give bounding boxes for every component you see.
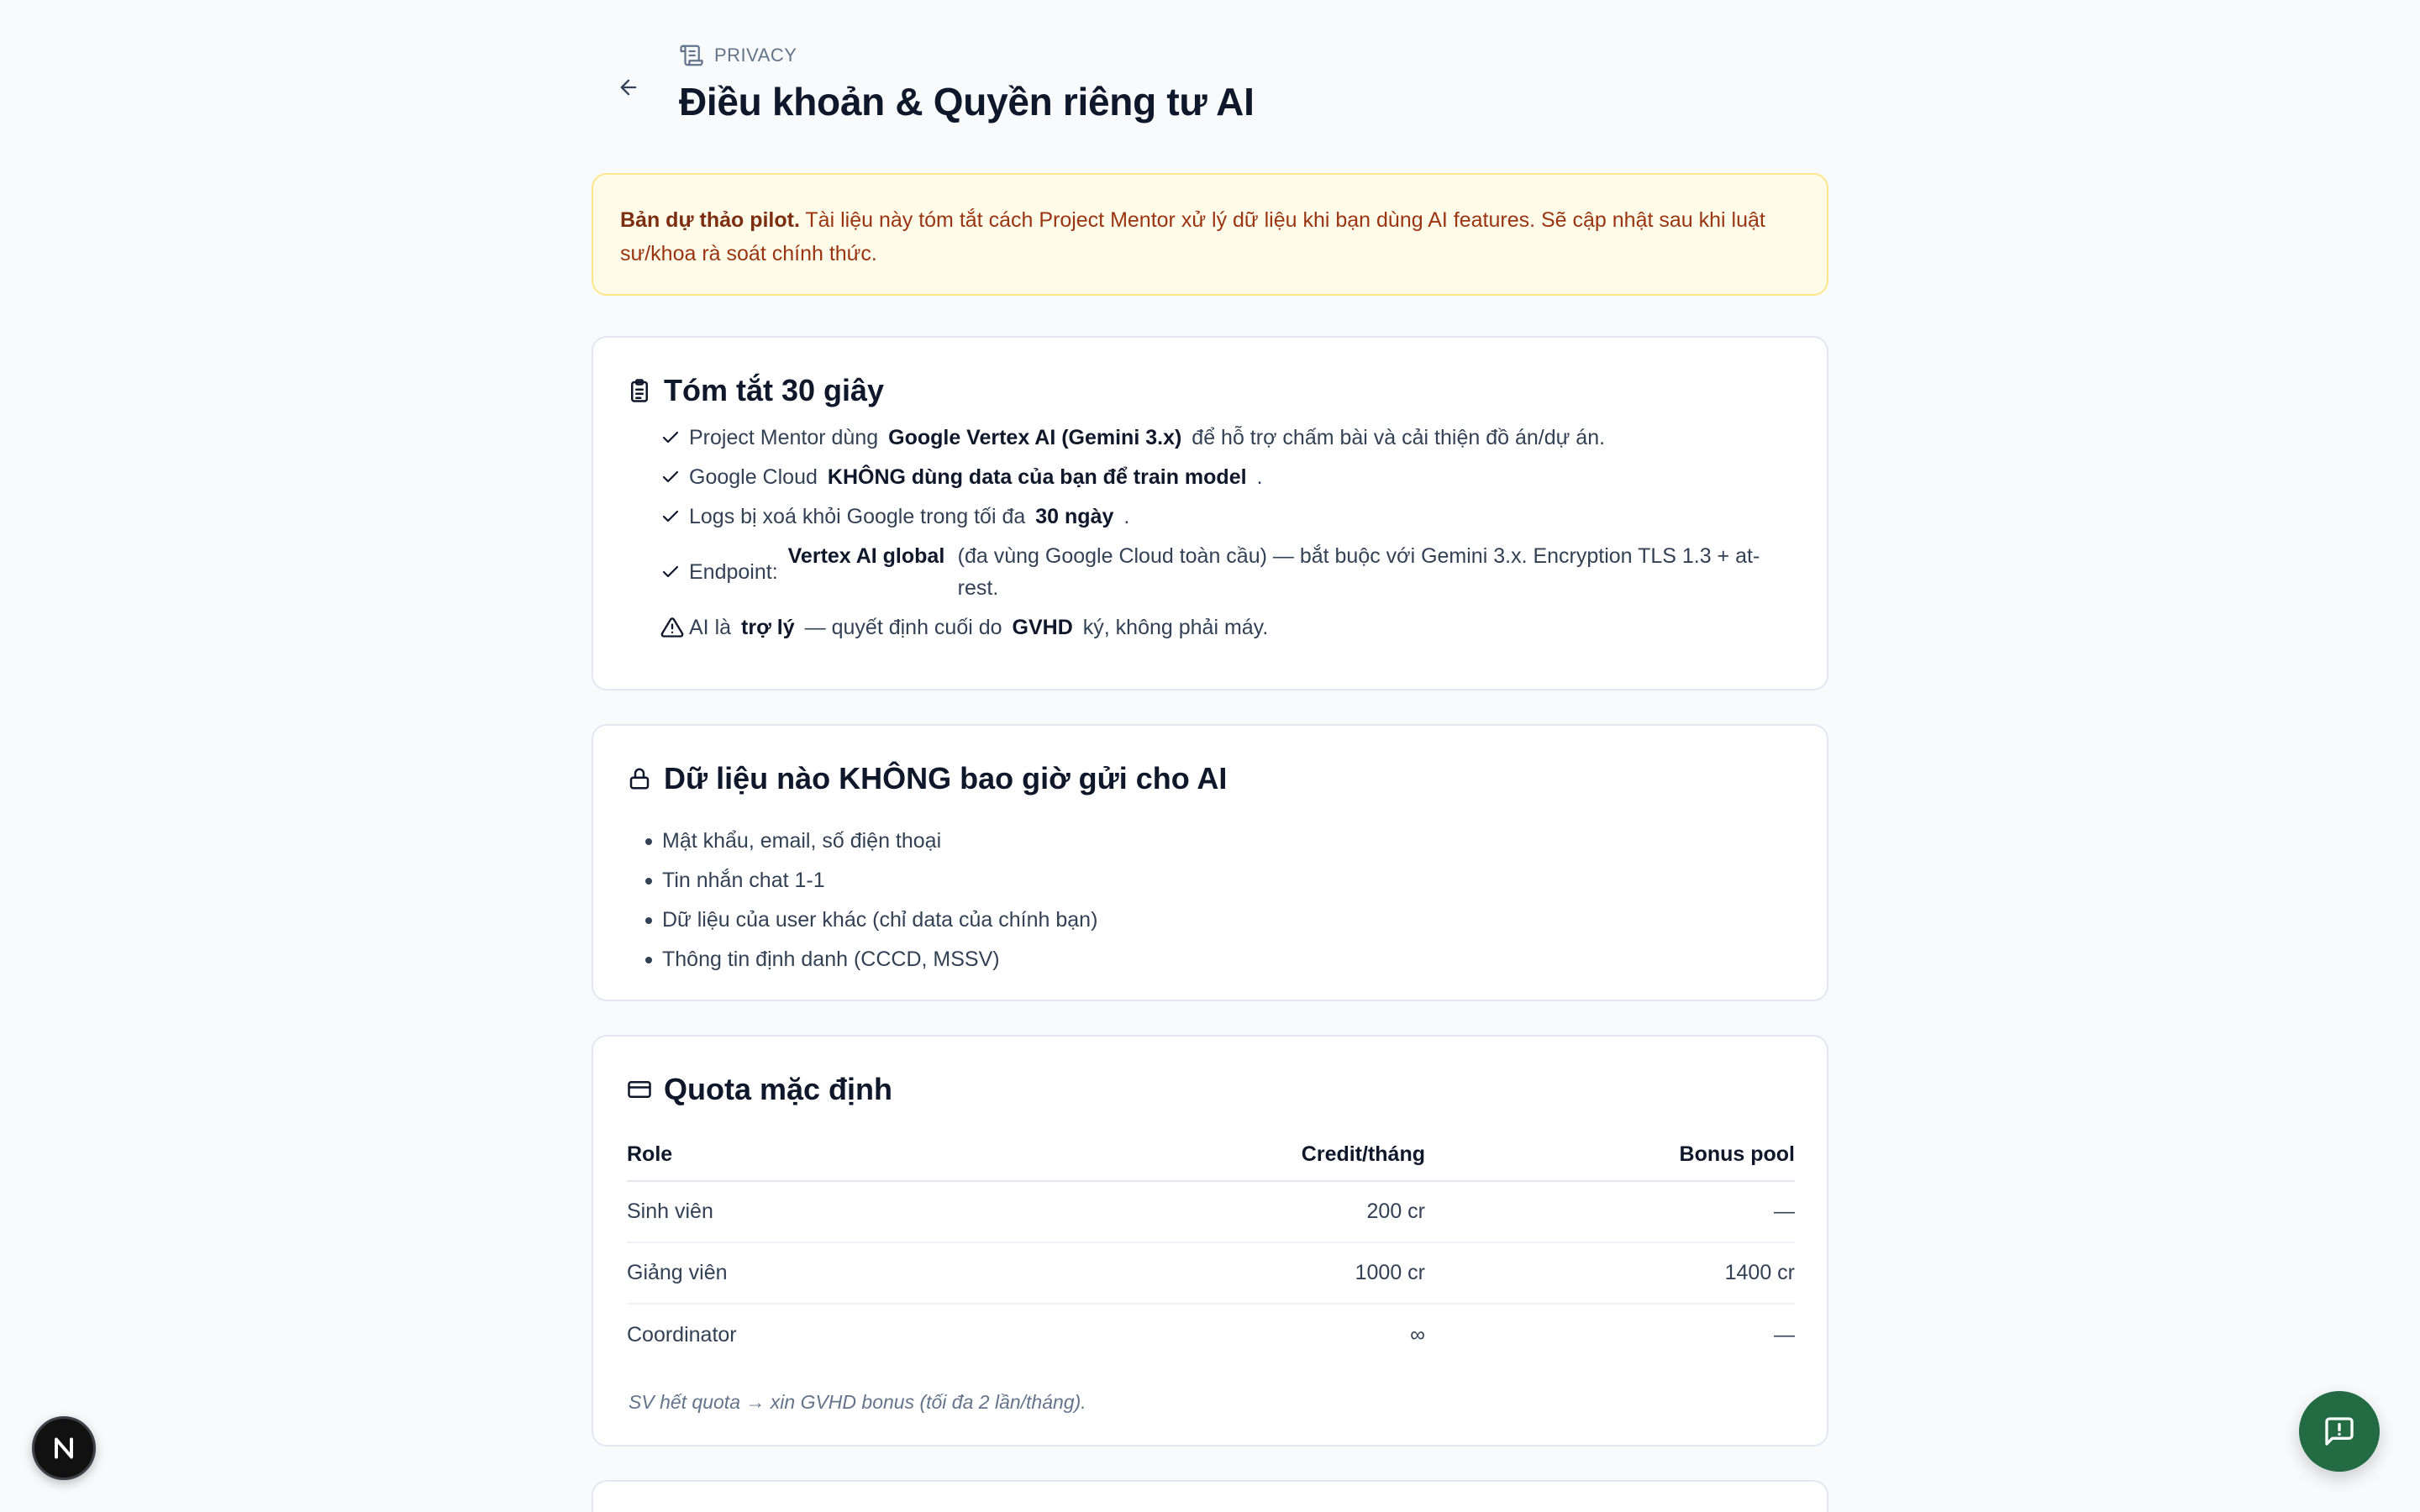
draft-notice — [592, 173, 1828, 296]
credit-card-icon — [627, 1077, 652, 1102]
page-header — [592, 0, 1828, 168]
quota-card — [592, 1035, 1828, 1446]
list-item: Logs bị xoá khỏi Google trong tối đa 30 ngày . — [660, 501, 1786, 533]
notice-strong: Bản dự thảo pilot. — [620, 208, 800, 232]
list-item: Google Cloud KHÔNG dùng data của bạn để train model . — [660, 461, 1786, 493]
table-cell: — — [1774, 1322, 1795, 1347]
quota-title — [627, 1072, 892, 1107]
table-cell: 200 cr — [1131, 1181, 1425, 1242]
list-item: Tin nhắn chat 1-1 — [662, 864, 1754, 896]
list-item: Project Mentor dùng Google Vertex AI (Gemini 3.x) để hỗ trợ chấm bài và cải thiện đồ án/dự án. — [660, 422, 1786, 454]
list-item: AI là trợ lý — quyết định cuối do GVHD ký, không phải máy. — [660, 612, 1786, 643]
list-item: Thông tin định danh (CCCD, MSSV) — [662, 943, 1754, 975]
nextjs-dev-badge[interactable] — [32, 1416, 96, 1480]
never-sent-title — [627, 761, 1227, 796]
check-icon — [660, 428, 681, 448]
table-cell: 1400 cr — [1425, 1242, 1795, 1304]
next-logo-icon — [49, 1433, 79, 1463]
table-cell: — — [1425, 1181, 1795, 1242]
column-header-role: Role — [627, 1129, 1131, 1181]
table-cell: Giảng viên — [627, 1242, 1131, 1304]
never-sent-title-text: Dữ liệu nào KHÔNG bao giờ gửi cho AI — [664, 761, 1228, 795]
feedback-button[interactable] — [2299, 1391, 2380, 1472]
warning-icon — [660, 616, 684, 639]
check-icon — [660, 467, 681, 487]
table-cell: ∞ — [1410, 1322, 1425, 1347]
summary-title-text: Tóm tắt 30 giây — [664, 373, 885, 407]
table-header-row — [627, 1129, 1795, 1181]
never-sent-card — [592, 724, 1828, 1001]
table-cell: 1000 cr — [1131, 1242, 1425, 1304]
scroll-icon — [679, 43, 704, 68]
next-card — [592, 1480, 1828, 1512]
quota-title-text: Quota mặc định — [664, 1072, 893, 1106]
lock-icon — [627, 766, 652, 791]
page-title: Điều khoản & Quyền riêng tư AI — [679, 80, 1255, 123]
column-header-bonus: Bonus pool — [1425, 1129, 1795, 1181]
list-item: Endpoint: Vertex AI global (đa vùng Google Cloud toàn cầu) — bắt buộc với Gemini 3.x. Encryption TLS 1.3 + at-rest. — [660, 540, 1786, 604]
summary-list — [660, 422, 1786, 651]
table-row — [627, 1242, 1795, 1304]
summary-title — [627, 373, 884, 408]
check-icon — [660, 562, 681, 582]
table-cell: Sinh viên — [627, 1181, 1131, 1242]
quota-footnote: SV hết quota → xin GVHD bonus (tối đa 2 lần/tháng). — [629, 1391, 1086, 1413]
table-row — [627, 1304, 1795, 1365]
arrow-left-icon — [617, 76, 640, 99]
check-icon — [660, 507, 681, 527]
notice-text: Tài liệu này tóm tắt cách Project Mentor xử lý dữ liệu khi bạn dùng AI features. Sẽ cập nhật sau khi luật sư/khoa rà soát chính thức. — [620, 208, 1765, 265]
list-item: Mật khẩu, email, số điện thoại — [662, 825, 1754, 857]
eyebrow-label: PRIVACY — [714, 45, 797, 66]
never-sent-list — [662, 825, 1754, 983]
clipboard-icon — [627, 378, 652, 403]
summary-card — [592, 336, 1828, 690]
quota-table — [627, 1129, 1795, 1365]
message-alert-icon — [2323, 1415, 2356, 1448]
eyebrow — [679, 42, 797, 69]
column-header-credit: Credit/tháng — [1131, 1129, 1425, 1181]
table-cell: Coordinator — [627, 1322, 737, 1347]
list-item: Dữ liệu của user khác (chỉ data của chính bạn) — [662, 904, 1754, 936]
table-row — [627, 1181, 1795, 1242]
content-container — [592, 0, 1828, 1413]
back-button[interactable] — [608, 67, 649, 108]
